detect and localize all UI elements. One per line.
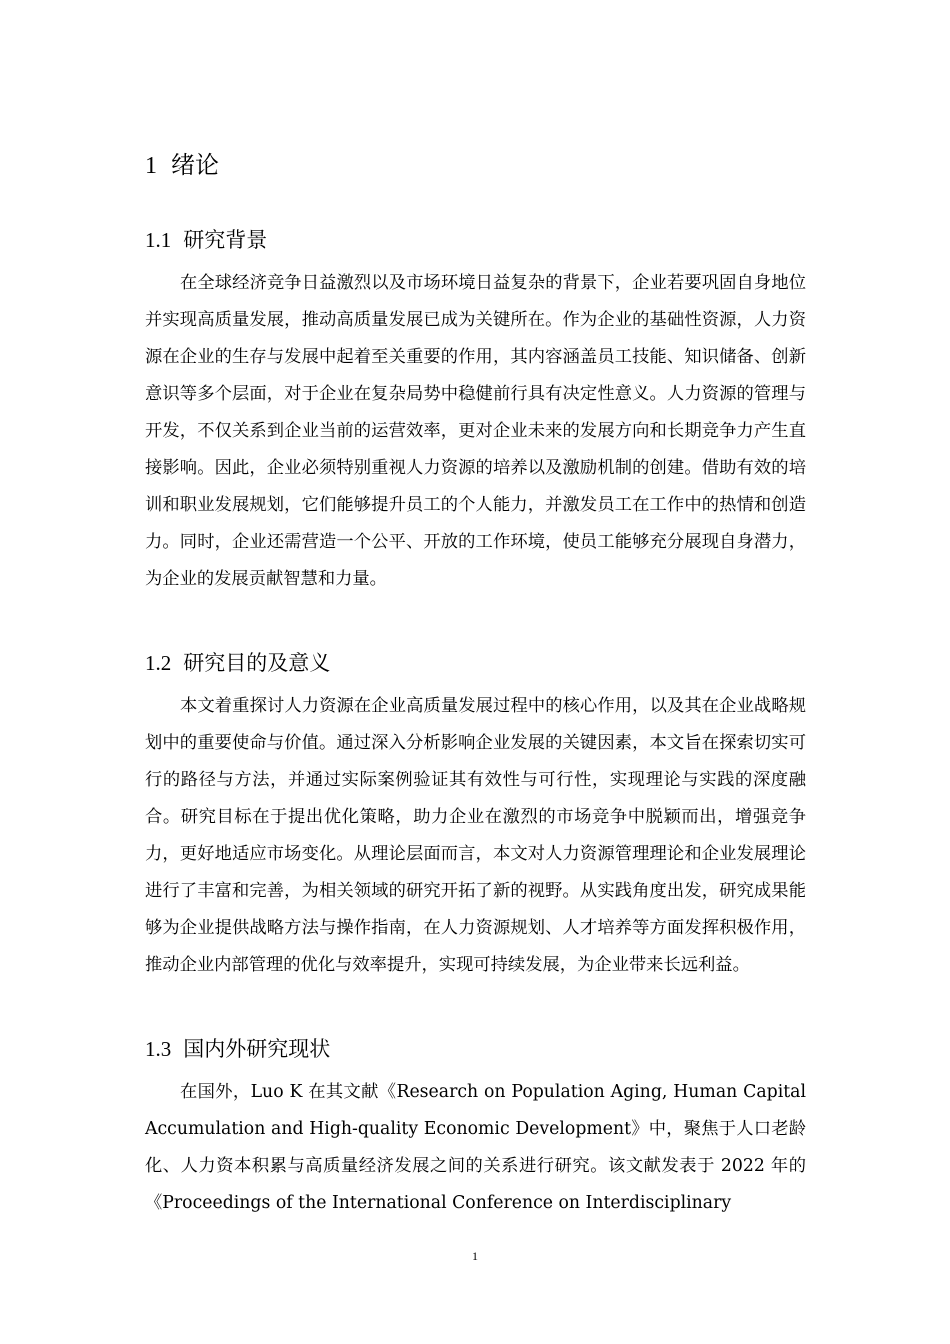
chapter-title: 绪论 [171, 151, 219, 179]
section-heading [145, 648, 330, 678]
section-heading [145, 1034, 330, 1064]
chapter-number: 1 [145, 153, 157, 179]
chapter-heading [145, 148, 219, 183]
section-title: 研究目的及意义 [183, 651, 331, 675]
section-heading [145, 225, 267, 255]
section-paragraph: 在国外，Luo K 在其文献《Research on Population Aging, Human Capital Accumulation and High-quality Economic Development》中，聚焦于人口老龄化、人力资本积累与高质量经济发展之间的关系进行研究。该文献发表于 2022 年的《Proceedings of the International Conference on Interdisciplinary [145, 1082, 806, 1213]
section-paragraph: 本文着重探讨人力资源在企业高质量发展过程中的核心作用，以及其在企业战略规划中的重要使命与价值。通过深入分析影响企业发展的关键因素，本文旨在探索切实可行的路径与方法，并通过实际案例验证其有效性与可行性，实现理论与实践的深度融合。研究目标在于提出优化策略，助力企业在激烈的市场竞争中脱颖而出，增强竞争力，更好地适应市场变化。从理论层面而言，本文对人力资源管理理论和企业发展理论进行了丰富和完善，为相关领域的研究开拓了新的视野。从实践角度出发，研究成果能够为企业提供战略方法与操作指南，在人力资源规划、人才培养等方面发挥积极作用，推动企业内部管理的优化与效率提升，实现可持续发展，为企业带来长远利益。 [145, 696, 806, 975]
section-number: 1.2 [145, 651, 172, 675]
section-title: 国内外研究现状 [183, 1037, 331, 1061]
page-number: 1 [472, 1249, 478, 1263]
section-number: 1.1 [145, 228, 172, 252]
section-paragraph: 在全球经济竞争日益激烈以及市场环境日益复杂的背景下，企业若要巩固自身地位并实现高质量发展，推动高质量发展已成为关键所在。作为企业的基础性资源，人力资源在企业的生存与发展中起着至关重要的作用，其内容涵盖员工技能、知识储备、创新意识等多个层面，对于企业在复杂局势中稳健前行具有决定性意义。人力资源的管理与开发，不仅关系到企业当前的运营效率，更对企业未来的发展方向和长期竞争力产生直接影响。因此，企业必须特别重视人力资源的培养以及激励机制的创建。借助有效的培训和职业发展规划，它们能够提升员工的个人能力，并激发员工在工作中的热情和创造力。同时，企业还需营造一个公平、开放的工作环境，使员工能够充分展现自身潜力，为企业的发展贡献智慧和力量。 [145, 273, 806, 589]
section-number: 1.3 [145, 1037, 172, 1061]
section-title: 研究背景 [183, 228, 268, 252]
